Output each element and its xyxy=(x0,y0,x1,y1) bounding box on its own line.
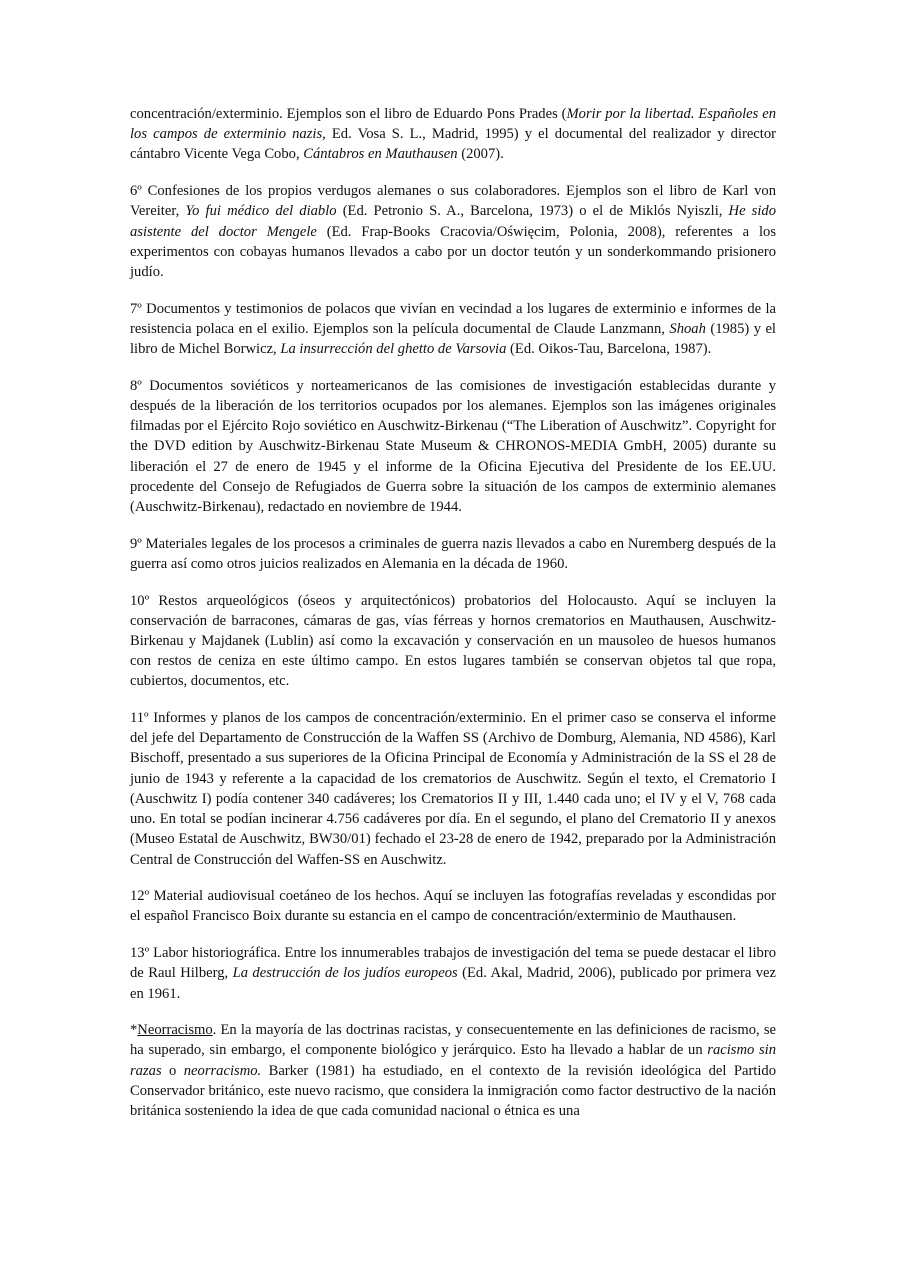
paragraph-item-12: 12º Material audiovisual coetáneo de los hechos. Aquí se incluyen las fotografías reveladas y escondidas por el español Francisco Boix durante su estancia en el campo de concentración/exterminio de Mauthausen. xyxy=(130,888,776,925)
document-page xyxy=(130,104,776,1138)
paragraph-item-8: 8º Documentos soviéticos y norteamericanos de las comisiones de investigación establecidas durante y después de la liberación de los territorios ocupados por los alemanes. Ejemplos son las imágenes originales filmadas por el Ejército Rojo soviético en Auschwitz-Birkenau (“The Liberation of Auschwitz”. Copyright for the DVD edition by Auschwitz-Birkenau State Museum & CHRONOS-MEDIA GmbH, 2005) durante su liberación el 27 de enero de 1945 y el informe de la Oficina Ejecutiva del Presidente de los EE.UU. procedente del Consejo de Refugiados de Guerra sobre la situación de los campos de exterminio alemanes (Auschwitz-Birkenau), redactado en noviembre de 1944. xyxy=(130,377,776,515)
paragraph-item-7: 7º Documentos y testimonios de polacos que vivían en vecindad a los lugares de exterminio e informes de la resistencia polaca en el exilio. Ejemplos son la película documental de Claude Lanzmann, Shoah (1985) y el libro de Michel Borwicz, La insurrección del ghetto de Varsovia (Ed. Oikos-Tau, Barcelona, 1987). xyxy=(130,300,776,358)
paragraph-item-6: 6º Confesiones de los propios verdugos alemanes o sus colaboradores. Ejemplos son el libro de Karl von Vereiter, Yo fui médico del diablo (Ed. Petronio S. A., Barcelona, 1973) o el de Miklós Nyiszli, He sido asistente del doctor Mengele (Ed. Frap-Books Cracovia/Oświęcim, Polonia, 2008), referentes a los experimentos con cobayas humanos llevados a cabo por un doctor teutón y un sonderkommando prisionero judío. xyxy=(130,183,776,280)
paragraph-item-9: 9º Materiales legales de los procesos a criminales de guerra nazis llevados a cabo en Nuremberg después de la guerra así como otros juicios realizados en Alemania en la década de 1960. xyxy=(130,535,776,572)
book-title: La insurrección del ghetto de Varsovia xyxy=(280,341,507,358)
paragraph-item-11: 11º Informes y planos de los campos de concentración/exterminio. En el primer caso se conserva el informe del jefe del Departamento de Construcción de la Waffen SS (Archivo de Domburg, Alemania, ND 4586), Karl Bischoff, presentado a sus superiores de la Oficina Principal de Economía y Administración de la SS el 28 de junio de 1943 y referente a la capacidad de los crematorios de Auschwitz. Según el texto, el Crematorio I (Auschwitz I) podía contener 340 cadáveres; los Crematorios II y III, 1.440 cada uno; el IV y el V, 768 cada uno. En total se podían incinerar 4.756 cadáveres por día. En el segundo, el plano del Crematorio II y anexos (Museo Estatal de Auschwitz, BW30/01) fechado el 23-28 de enero de 1942, preparado por la Administración Central de Construcción del Waffen-SS en Auschwitz. xyxy=(130,710,776,868)
paragraph-neorracismo: *Neorracismo. En la mayoría de las doctrinas racistas, y consecuentemente en las definiciones de racismo, se ha superado, sin embargo, el componente biológico y jerárquico. Esto ha llevado a hablar de un racismo sin razas o neorracismo. Barker (1981) ha estudiado, en el contexto de la revisión ideológica del Partido Conservador británico, este nuevo racismo, que considera la inmigración como factor destructivo de la nación británica sosteniendo la idea de que cada comunidad nacional o étnica es una xyxy=(130,1022,777,1120)
book-title: Morir por la libertad. Españoles en los campos de exterminio nazis, xyxy=(130,106,776,143)
book-title: Yo fui médico del diablo xyxy=(185,203,337,220)
paragraph-item-10: 10º Restos arqueológicos (óseos y arquitectónicos) probatorios del Holocausto. Aquí se incluyen la conservación de barracones, cámaras de gas, vías férreas y hornos crematorios en Mauthausen, Auschwitz-Birkenau y Majdanek (Lublin) así como la excavación y conservación en un mausoleo de huesos humanos con restos de ceniza en este último campo. En estos lugares también se conservan objetos tal que ropa, cubiertos, documentos, etc. xyxy=(130,592,776,690)
term-heading: Neorracismo xyxy=(137,1022,213,1039)
book-title: La destrucción de los judíos europeos xyxy=(232,965,458,982)
film-title: Shoah xyxy=(669,320,706,337)
paragraph-item-13: 13º Labor historiográfica. Entre los innumerables trabajos de investigación del tema se puede destacar el libro de Raul Hilberg, La destrucción de los judíos europeos (Ed. Akal, Madrid, 2006), publicado por primera vez en 1961. xyxy=(130,945,776,1002)
term-emphasis: neorracismo. xyxy=(183,1062,262,1079)
paragraph-continuation: concentración/exterminio. Ejemplos son el libro de Eduardo Pons Prades (Morir por la libertad. Españoles en los campos de exterminio nazis, Ed. Vosa S. L., Madrid, 1995) y el documental del realizador y director cántabro Vicente Vega Cobo, Cántabros en Mauthausen (2007). xyxy=(130,106,776,163)
film-title: Cántabros en Mauthausen xyxy=(303,146,458,163)
term-emphasis: racismo sin razas xyxy=(130,1042,777,1079)
book-title: He sido asistente del doctor Mengele xyxy=(130,203,776,240)
